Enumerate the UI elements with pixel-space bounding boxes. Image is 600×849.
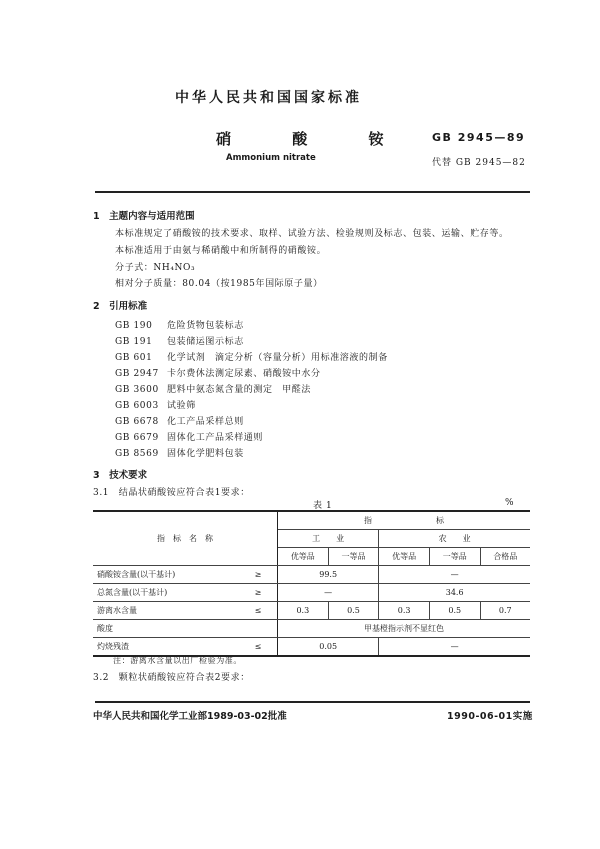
cell-value: 甲基橙指示剂不显红色 (278, 620, 531, 638)
row-symbol: ≥ (239, 566, 278, 584)
col-header-name: 指 标 名 称 (93, 511, 278, 566)
cell-value: 0.7 (480, 602, 530, 620)
section-1-heading: 1 主题内容与适用范围 (93, 211, 195, 222)
grade-header: 一等品 (328, 548, 379, 566)
cell-value: — (379, 566, 530, 584)
cell-value: 34.6 (379, 584, 530, 602)
ref-code: GB 2947 (115, 369, 159, 379)
effective-date: 1990-06-01实施 (447, 711, 533, 722)
document-title: 硝 酸 铵 (216, 130, 412, 148)
ref-title: 化学试剂 滴定分析（容量分析）用标准溶液的制备 (167, 353, 388, 363)
cell-value: 0.05 (278, 638, 379, 657)
grade-header: 一等品 (429, 548, 480, 566)
ref-title: 试验筛 (167, 401, 196, 411)
row-symbol (239, 620, 278, 638)
molecular-formula: 分子式：NH₄NO₃ (115, 263, 196, 273)
row-name: 游离水含量 (93, 602, 239, 620)
national-standard-heading: 中华人民共和国国家标准 (175, 90, 362, 106)
cell-value: 0.3 (379, 602, 430, 620)
ref-title: 固体化学肥料包装 (167, 449, 244, 459)
row-symbol: ≤ (239, 638, 278, 657)
clause-3-2: 3.2 颗粒状硝酸铵应符合表2要求： (93, 673, 250, 683)
cell-value: 0.3 (278, 602, 329, 620)
paragraph: 本标准规定了硝酸铵的技术要求、取样、试验方法、检验规则及标志、包装、运输、贮存等。 (115, 229, 509, 239)
ref-title: 肥料中氨态氮含量的测定 甲醛法 (167, 385, 312, 395)
footer-rule (95, 701, 530, 703)
english-title: Ammonium nitrate (226, 153, 316, 163)
reference-item (115, 446, 244, 459)
table-unit: % (505, 498, 515, 508)
reference-item (115, 398, 196, 411)
cell-value: — (278, 584, 379, 602)
row-name: 硝酸铵含量(以干基计) (93, 566, 239, 584)
reference-item (115, 318, 244, 331)
grade-header: 合格品 (480, 548, 530, 566)
grade-header: 优等品 (379, 548, 430, 566)
table-1 (93, 510, 530, 657)
row-name: 灼烧残渣 (93, 638, 239, 657)
row-symbol: ≤ (239, 602, 278, 620)
ref-title: 固体化工产品采样通则 (167, 433, 264, 443)
col-header-main: 指 标 (278, 511, 531, 530)
header-rule (95, 191, 530, 193)
group-industrial: 工 业 (278, 530, 379, 548)
row-name: 酸度 (93, 620, 239, 638)
standard-number: GB 2945—89 (432, 131, 526, 144)
ref-code: GB 6678 (115, 417, 159, 427)
ref-title: 危险货物包装标志 (167, 321, 244, 331)
reference-item (115, 382, 311, 395)
cell-value: 0.5 (429, 602, 480, 620)
clause-3-1: 3.1 结晶状硝酸铵应符合表1要求： (93, 488, 250, 498)
reference-item (115, 366, 321, 379)
ref-title: 包装储运图示标志 (167, 337, 244, 347)
approval-info: 中华人民共和国化学工业部1989-03-02批准 (93, 711, 287, 722)
ref-code: GB 190 (115, 321, 153, 331)
replaces-standard: 代替 GB 2945—82 (432, 158, 526, 168)
cell-value: 0.5 (328, 602, 379, 620)
table-row (93, 584, 530, 602)
ref-code: GB 6679 (115, 433, 159, 443)
paragraph: 本标准适用于由氨与稀硝酸中和所制得的硝酸铵。 (115, 246, 327, 256)
table-row (93, 602, 530, 620)
reference-item (115, 334, 244, 347)
cell-value: — (379, 638, 530, 657)
table-row (93, 620, 530, 638)
ref-title: 化工产品采样总则 (167, 417, 244, 427)
ref-title: 卡尔费休法测定尿素、硝酸铵中水分 (167, 369, 321, 379)
grade-header: 优等品 (278, 548, 329, 566)
group-agricultural: 农 业 (379, 530, 530, 548)
reference-item (115, 430, 263, 443)
reference-item (115, 350, 388, 363)
section-2-heading: 2 引用标准 (93, 301, 148, 312)
row-name: 总氮含量(以干基计) (93, 584, 239, 602)
table-row (93, 566, 530, 584)
cell-value: 99.5 (278, 566, 379, 584)
table-caption: 表 1 (313, 501, 333, 511)
section-3-heading: 3 技术要求 (93, 470, 148, 481)
row-symbol: ≥ (239, 584, 278, 602)
ref-code: GB 6003 (115, 401, 159, 411)
reference-item (115, 414, 244, 427)
table-note: 注：游离水含量以出厂检验为准。 (113, 656, 242, 665)
table-row (93, 638, 530, 657)
ref-code: GB 601 (115, 353, 153, 363)
ref-code: GB 3600 (115, 385, 159, 395)
ref-code: GB 8569 (115, 449, 159, 459)
ref-code: GB 191 (115, 337, 153, 347)
molecular-weight: 相对分子质量：80.04（按1985年国际原子量） (115, 279, 323, 289)
